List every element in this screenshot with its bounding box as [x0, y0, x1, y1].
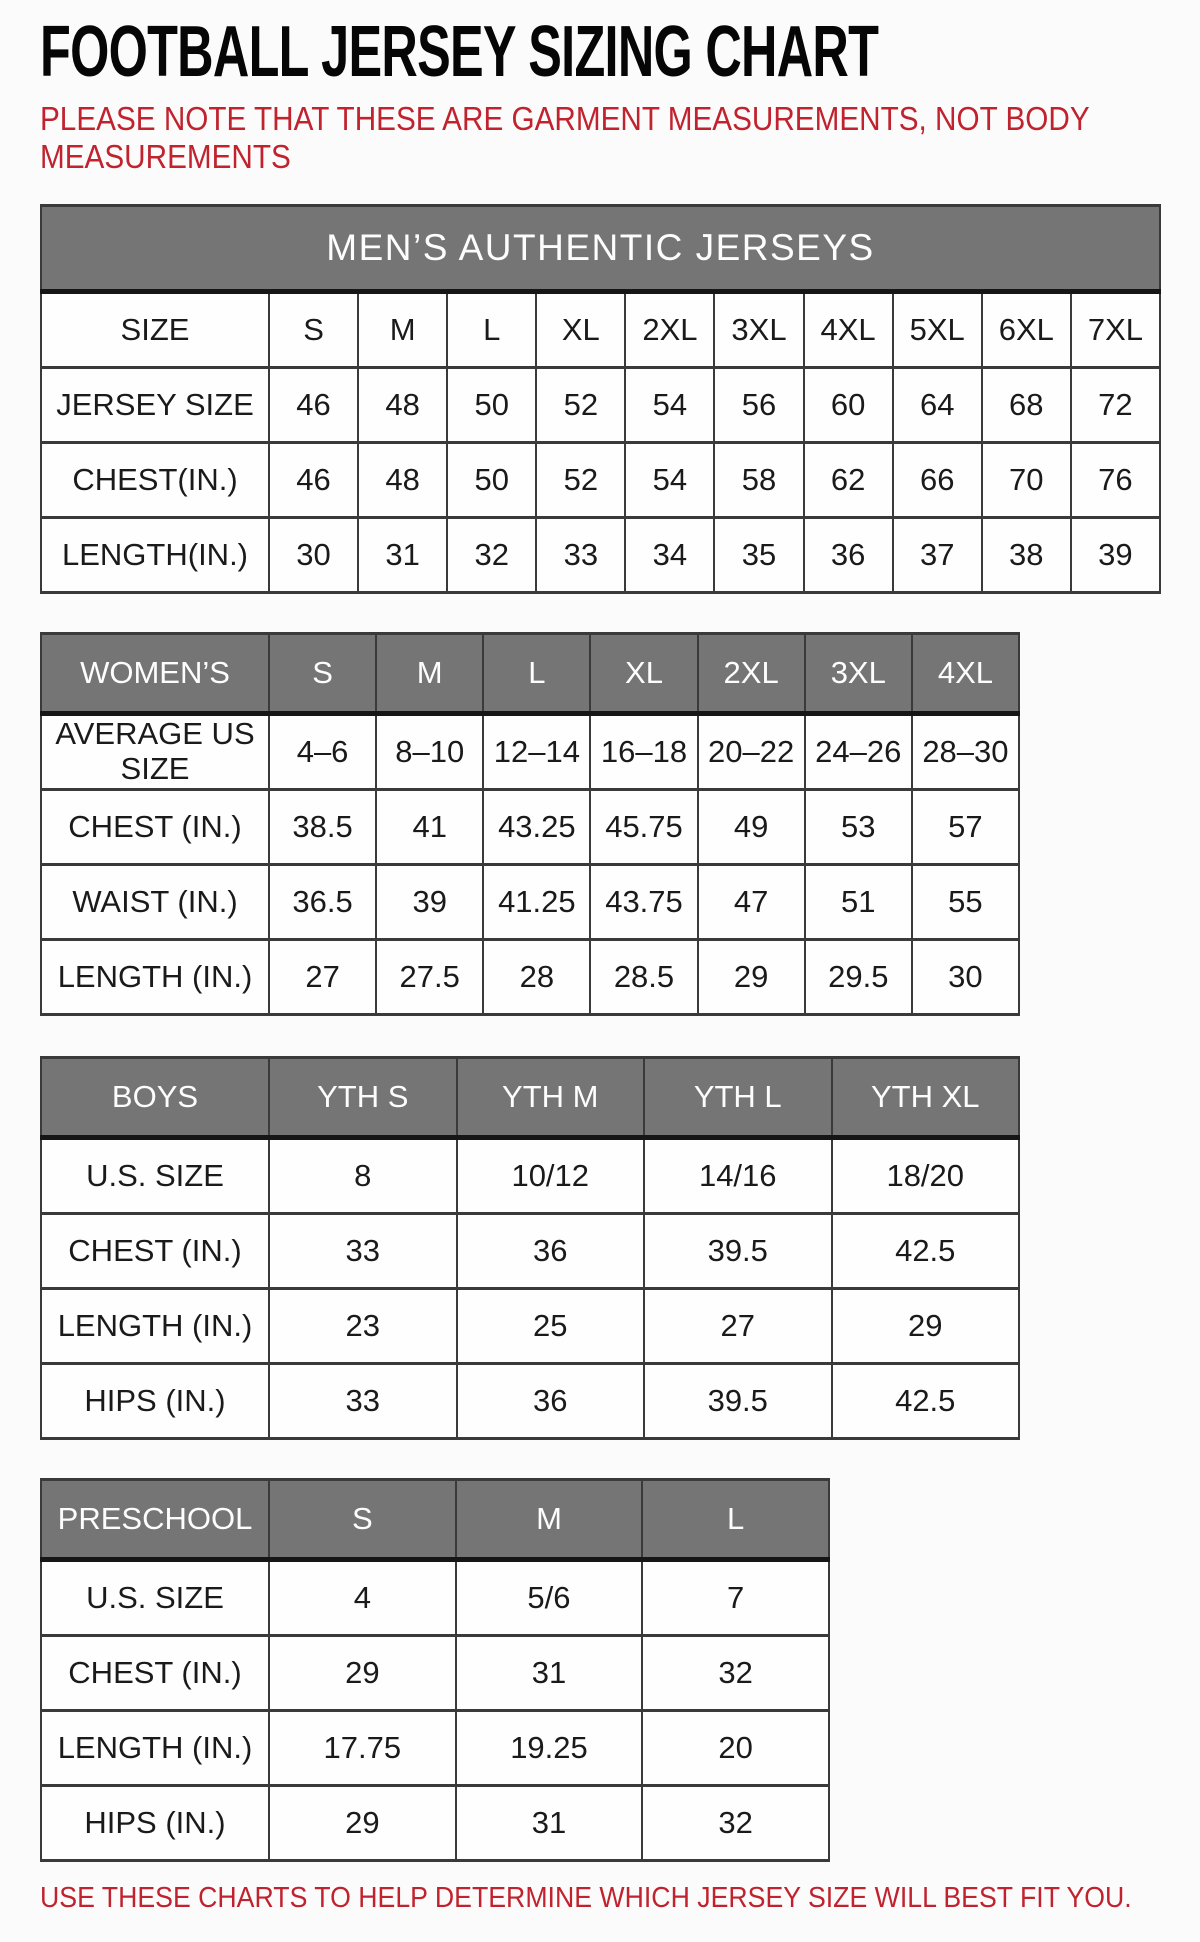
value-cell: 27: [269, 940, 376, 1015]
value-cell: S: [269, 292, 358, 368]
value-cell: 32: [642, 1786, 829, 1861]
garment-note-line-1: PLEASE NOTE THAT THESE ARE GARMENT MEASUREMENTS, NOT BODY: [40, 100, 1090, 137]
mens-table-banner: MEN’S AUTHENTIC JERSEYS: [41, 206, 1160, 292]
page-title: FOOTBALL JERSEY SIZING CHART: [40, 12, 879, 92]
womens-header-cell: M: [376, 634, 483, 714]
value-cell: 70: [982, 443, 1071, 518]
value-cell: 39.5: [644, 1214, 832, 1289]
row-label: AVERAGE US SIZE: [41, 714, 269, 790]
womens-header-cell: S: [269, 634, 376, 714]
table-row: [41, 368, 1160, 443]
value-cell: 42.5: [832, 1214, 1020, 1289]
value-cell: 50: [447, 368, 536, 443]
preschool-header-cell: L: [642, 1480, 829, 1560]
boys-header-cell: YTH M: [457, 1058, 645, 1138]
value-cell: 8–10: [376, 714, 483, 790]
value-cell: 55: [912, 865, 1019, 940]
value-cell: 39: [1071, 518, 1160, 593]
womens-header-cell: 2XL: [698, 634, 805, 714]
value-cell: 68: [982, 368, 1071, 443]
value-cell: 10/12: [457, 1138, 645, 1214]
table-row: [41, 1786, 829, 1861]
value-cell: 43.75: [590, 865, 697, 940]
row-label: JERSEY SIZE: [41, 368, 269, 443]
value-cell: XL: [536, 292, 625, 368]
table-row: [41, 1289, 1019, 1364]
value-cell: 31: [358, 518, 447, 593]
value-cell: 57: [912, 790, 1019, 865]
table-row: [41, 1214, 1019, 1289]
value-cell: 33: [269, 1364, 457, 1439]
row-label: U.S. SIZE: [41, 1138, 269, 1214]
value-cell: 60: [804, 368, 893, 443]
tables-container: [0, 204, 1200, 1862]
table-row: [41, 1138, 1019, 1214]
womens-header-cell: 4XL: [912, 634, 1019, 714]
value-cell: 62: [804, 443, 893, 518]
value-cell: 16–18: [590, 714, 697, 790]
value-cell: 41: [376, 790, 483, 865]
row-label: LENGTH (IN.): [41, 1289, 269, 1364]
table-row: [41, 714, 1019, 790]
value-cell: 18/20: [832, 1138, 1020, 1214]
value-cell: 50: [447, 443, 536, 518]
value-cell: 7: [642, 1560, 829, 1636]
table-row: [41, 940, 1019, 1015]
womens-header-cell: 3XL: [805, 634, 912, 714]
value-cell: M: [358, 292, 447, 368]
row-label: HIPS (IN.): [41, 1364, 269, 1439]
value-cell: 56: [714, 368, 803, 443]
value-cell: 20–22: [698, 714, 805, 790]
value-cell: 36: [457, 1364, 645, 1439]
boys-header-row: [41, 1058, 1019, 1138]
value-cell: 46: [269, 443, 358, 518]
value-cell: 5/6: [456, 1560, 643, 1636]
value-cell: 29: [269, 1786, 456, 1861]
value-cell: 28–30: [912, 714, 1019, 790]
row-label: CHEST (IN.): [41, 1636, 269, 1711]
table-row: [41, 518, 1160, 593]
mens-size-table: [40, 204, 1161, 594]
value-cell: 54: [625, 368, 714, 443]
value-cell: 54: [625, 443, 714, 518]
value-cell: 36: [804, 518, 893, 593]
value-cell: 39: [376, 865, 483, 940]
footer-note: USE THESE CHARTS TO HELP DETERMINE WHICH JERSEY SIZE WILL BEST FIT YOU.: [40, 1882, 1132, 1914]
value-cell: 41.25: [483, 865, 590, 940]
value-cell: 76: [1071, 443, 1160, 518]
value-cell: 36: [457, 1214, 645, 1289]
table-row: [41, 1711, 829, 1786]
boys-header-cell: YTH XL: [832, 1058, 1020, 1138]
preschool-size-table: [40, 1478, 830, 1862]
value-cell: 66: [893, 443, 982, 518]
value-cell: 34: [625, 518, 714, 593]
value-cell: 38: [982, 518, 1071, 593]
table-row: [41, 1364, 1019, 1439]
value-cell: 47: [698, 865, 805, 940]
value-cell: 33: [269, 1214, 457, 1289]
value-cell: 12–14: [483, 714, 590, 790]
value-cell: 42.5: [832, 1364, 1020, 1439]
value-cell: 29.5: [805, 940, 912, 1015]
value-cell: 52: [536, 368, 625, 443]
womens-header-row: [41, 634, 1019, 714]
value-cell: 30: [269, 518, 358, 593]
row-label: CHEST (IN.): [41, 1214, 269, 1289]
value-cell: 19.25: [456, 1711, 643, 1786]
value-cell: 2XL: [625, 292, 714, 368]
value-cell: 29: [698, 940, 805, 1015]
value-cell: 48: [358, 368, 447, 443]
row-label: SIZE: [41, 292, 269, 368]
value-cell: 51: [805, 865, 912, 940]
preschool-header-cell: S: [269, 1480, 456, 1560]
value-cell: 32: [642, 1636, 829, 1711]
table-row: [41, 292, 1160, 368]
row-label: CHEST (IN.): [41, 790, 269, 865]
value-cell: 72: [1071, 368, 1160, 443]
value-cell: 17.75: [269, 1711, 456, 1786]
value-cell: 6XL: [982, 292, 1071, 368]
womens-size-table: [40, 632, 1020, 1016]
row-label: LENGTH (IN.): [41, 1711, 269, 1786]
value-cell: 45.75: [590, 790, 697, 865]
table-row: [41, 1560, 829, 1636]
value-cell: 37: [893, 518, 982, 593]
table-row: [41, 865, 1019, 940]
value-cell: 38.5: [269, 790, 376, 865]
preschool-header-row: [41, 1480, 829, 1560]
value-cell: 29: [269, 1636, 456, 1711]
boys-size-table: [40, 1056, 1020, 1440]
value-cell: 30: [912, 940, 1019, 1015]
value-cell: 28: [483, 940, 590, 1015]
value-cell: 43.25: [483, 790, 590, 865]
table-row: [41, 443, 1160, 518]
value-cell: 4XL: [804, 292, 893, 368]
value-cell: 39.5: [644, 1364, 832, 1439]
row-label: HIPS (IN.): [41, 1786, 269, 1861]
value-cell: 7XL: [1071, 292, 1160, 368]
value-cell: 3XL: [714, 292, 803, 368]
value-cell: 8: [269, 1138, 457, 1214]
value-cell: 32: [447, 518, 536, 593]
value-cell: 49: [698, 790, 805, 865]
value-cell: 27.5: [376, 940, 483, 1015]
value-cell: 64: [893, 368, 982, 443]
value-cell: 31: [456, 1786, 643, 1861]
womens-header-cell: XL: [590, 634, 697, 714]
value-cell: 28.5: [590, 940, 697, 1015]
value-cell: 24–26: [805, 714, 912, 790]
womens-header-cell: L: [483, 634, 590, 714]
boys-header-cell: YTH S: [269, 1058, 457, 1138]
boys-header-label: BOYS: [41, 1058, 269, 1138]
value-cell: 14/16: [644, 1138, 832, 1214]
value-cell: 4–6: [269, 714, 376, 790]
value-cell: 58: [714, 443, 803, 518]
boys-header-cell: YTH L: [644, 1058, 832, 1138]
garment-note-line-2: MEASUREMENTS: [40, 138, 291, 175]
value-cell: 5XL: [893, 292, 982, 368]
garment-measurements-note: [40, 100, 1090, 176]
value-cell: 48: [358, 443, 447, 518]
row-label: CHEST(IN.): [41, 443, 269, 518]
value-cell: 23: [269, 1289, 457, 1364]
value-cell: 25: [457, 1289, 645, 1364]
value-cell: 53: [805, 790, 912, 865]
row-label: WAIST (IN.): [41, 865, 269, 940]
value-cell: 46: [269, 368, 358, 443]
value-cell: 52: [536, 443, 625, 518]
preschool-header-cell: M: [456, 1480, 643, 1560]
row-label: LENGTH (IN.): [41, 940, 269, 1015]
value-cell: 27: [644, 1289, 832, 1364]
mens-banner-row: [41, 206, 1160, 292]
value-cell: 4: [269, 1560, 456, 1636]
value-cell: 33: [536, 518, 625, 593]
value-cell: 31: [456, 1636, 643, 1711]
row-label: U.S. SIZE: [41, 1560, 269, 1636]
value-cell: 35: [714, 518, 803, 593]
value-cell: 29: [832, 1289, 1020, 1364]
table-row: [41, 1636, 829, 1711]
row-label: LENGTH(IN.): [41, 518, 269, 593]
value-cell: 36.5: [269, 865, 376, 940]
table-row: [41, 790, 1019, 865]
value-cell: L: [447, 292, 536, 368]
preschool-header-label: PRESCHOOL: [41, 1480, 269, 1560]
womens-header-label: WOMEN’S: [41, 634, 269, 714]
value-cell: 20: [642, 1711, 829, 1786]
